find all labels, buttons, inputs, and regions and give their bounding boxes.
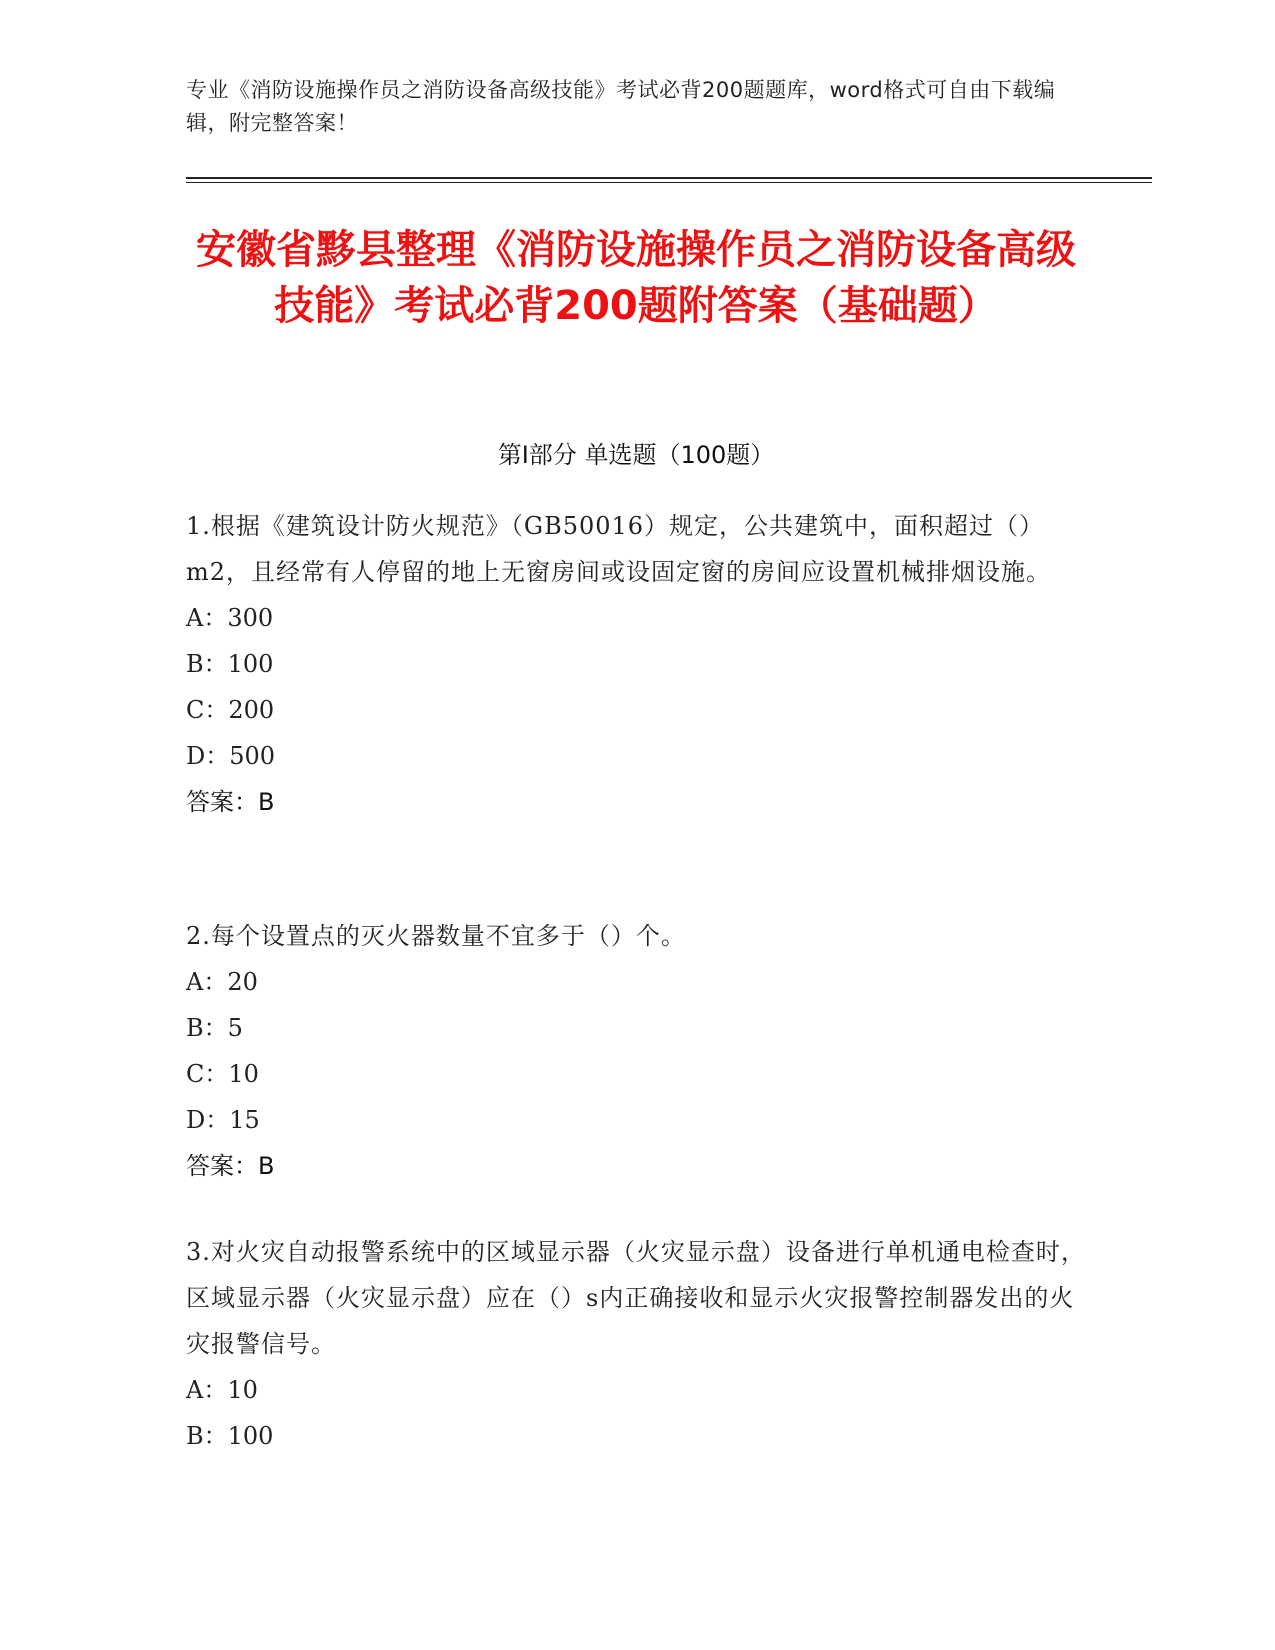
header-note: 专业《消防设施操作员之消防设备高级技能》考试必背200题题库，word格式可自由下载编辑，附完整答案！ — [186, 78, 1056, 135]
header-divider-thin — [186, 182, 1152, 183]
option-a: A：300 — [186, 604, 274, 632]
question-text: 1.根据《建筑设计防火规范》（GB50016）规定，公共建筑中，面积超过（）m2，且经常有人停留的地上无窗房间或设固定窗的房间应设置机械排烟设施。 — [186, 512, 1052, 586]
option-d: D：500 — [186, 742, 276, 770]
answer-text: 答案：B — [186, 788, 275, 816]
option-b: B：100 — [186, 1422, 274, 1450]
document-title: 安徽省黟县整理《消防设施操作员之消防设备高级技能》考试必背200题附答案（基础题） — [196, 227, 1076, 329]
option-d: D：15 — [186, 1106, 260, 1134]
section-title: 第Ⅰ部分 单选题（100题） — [497, 441, 775, 469]
option-a: A：10 — [186, 1376, 258, 1404]
answer-text: 答案：B — [186, 1152, 275, 1180]
option-a: A：20 — [186, 968, 258, 996]
question-text: 2.每个设置点的灭火器数量不宜多于（）个。 — [186, 922, 686, 950]
question-3 — [186, 1229, 1086, 1459]
header-divider-thick — [186, 177, 1152, 179]
option-c: C：200 — [186, 696, 275, 724]
question-1 — [186, 503, 1086, 825]
option-c: C：10 — [186, 1060, 259, 1088]
option-b: B：100 — [186, 650, 274, 678]
question-2 — [186, 913, 1086, 1189]
option-b: B：5 — [186, 1014, 243, 1042]
question-text: 3.对火灾自动报警系统中的区域显示器（火灾显示盘）设备进行单机通电检查时，区域显示器（火灾显示盘）应在（）s内正确接收和显示火灾报警控制器发出的火灾报警信号。 — [186, 1238, 1086, 1358]
